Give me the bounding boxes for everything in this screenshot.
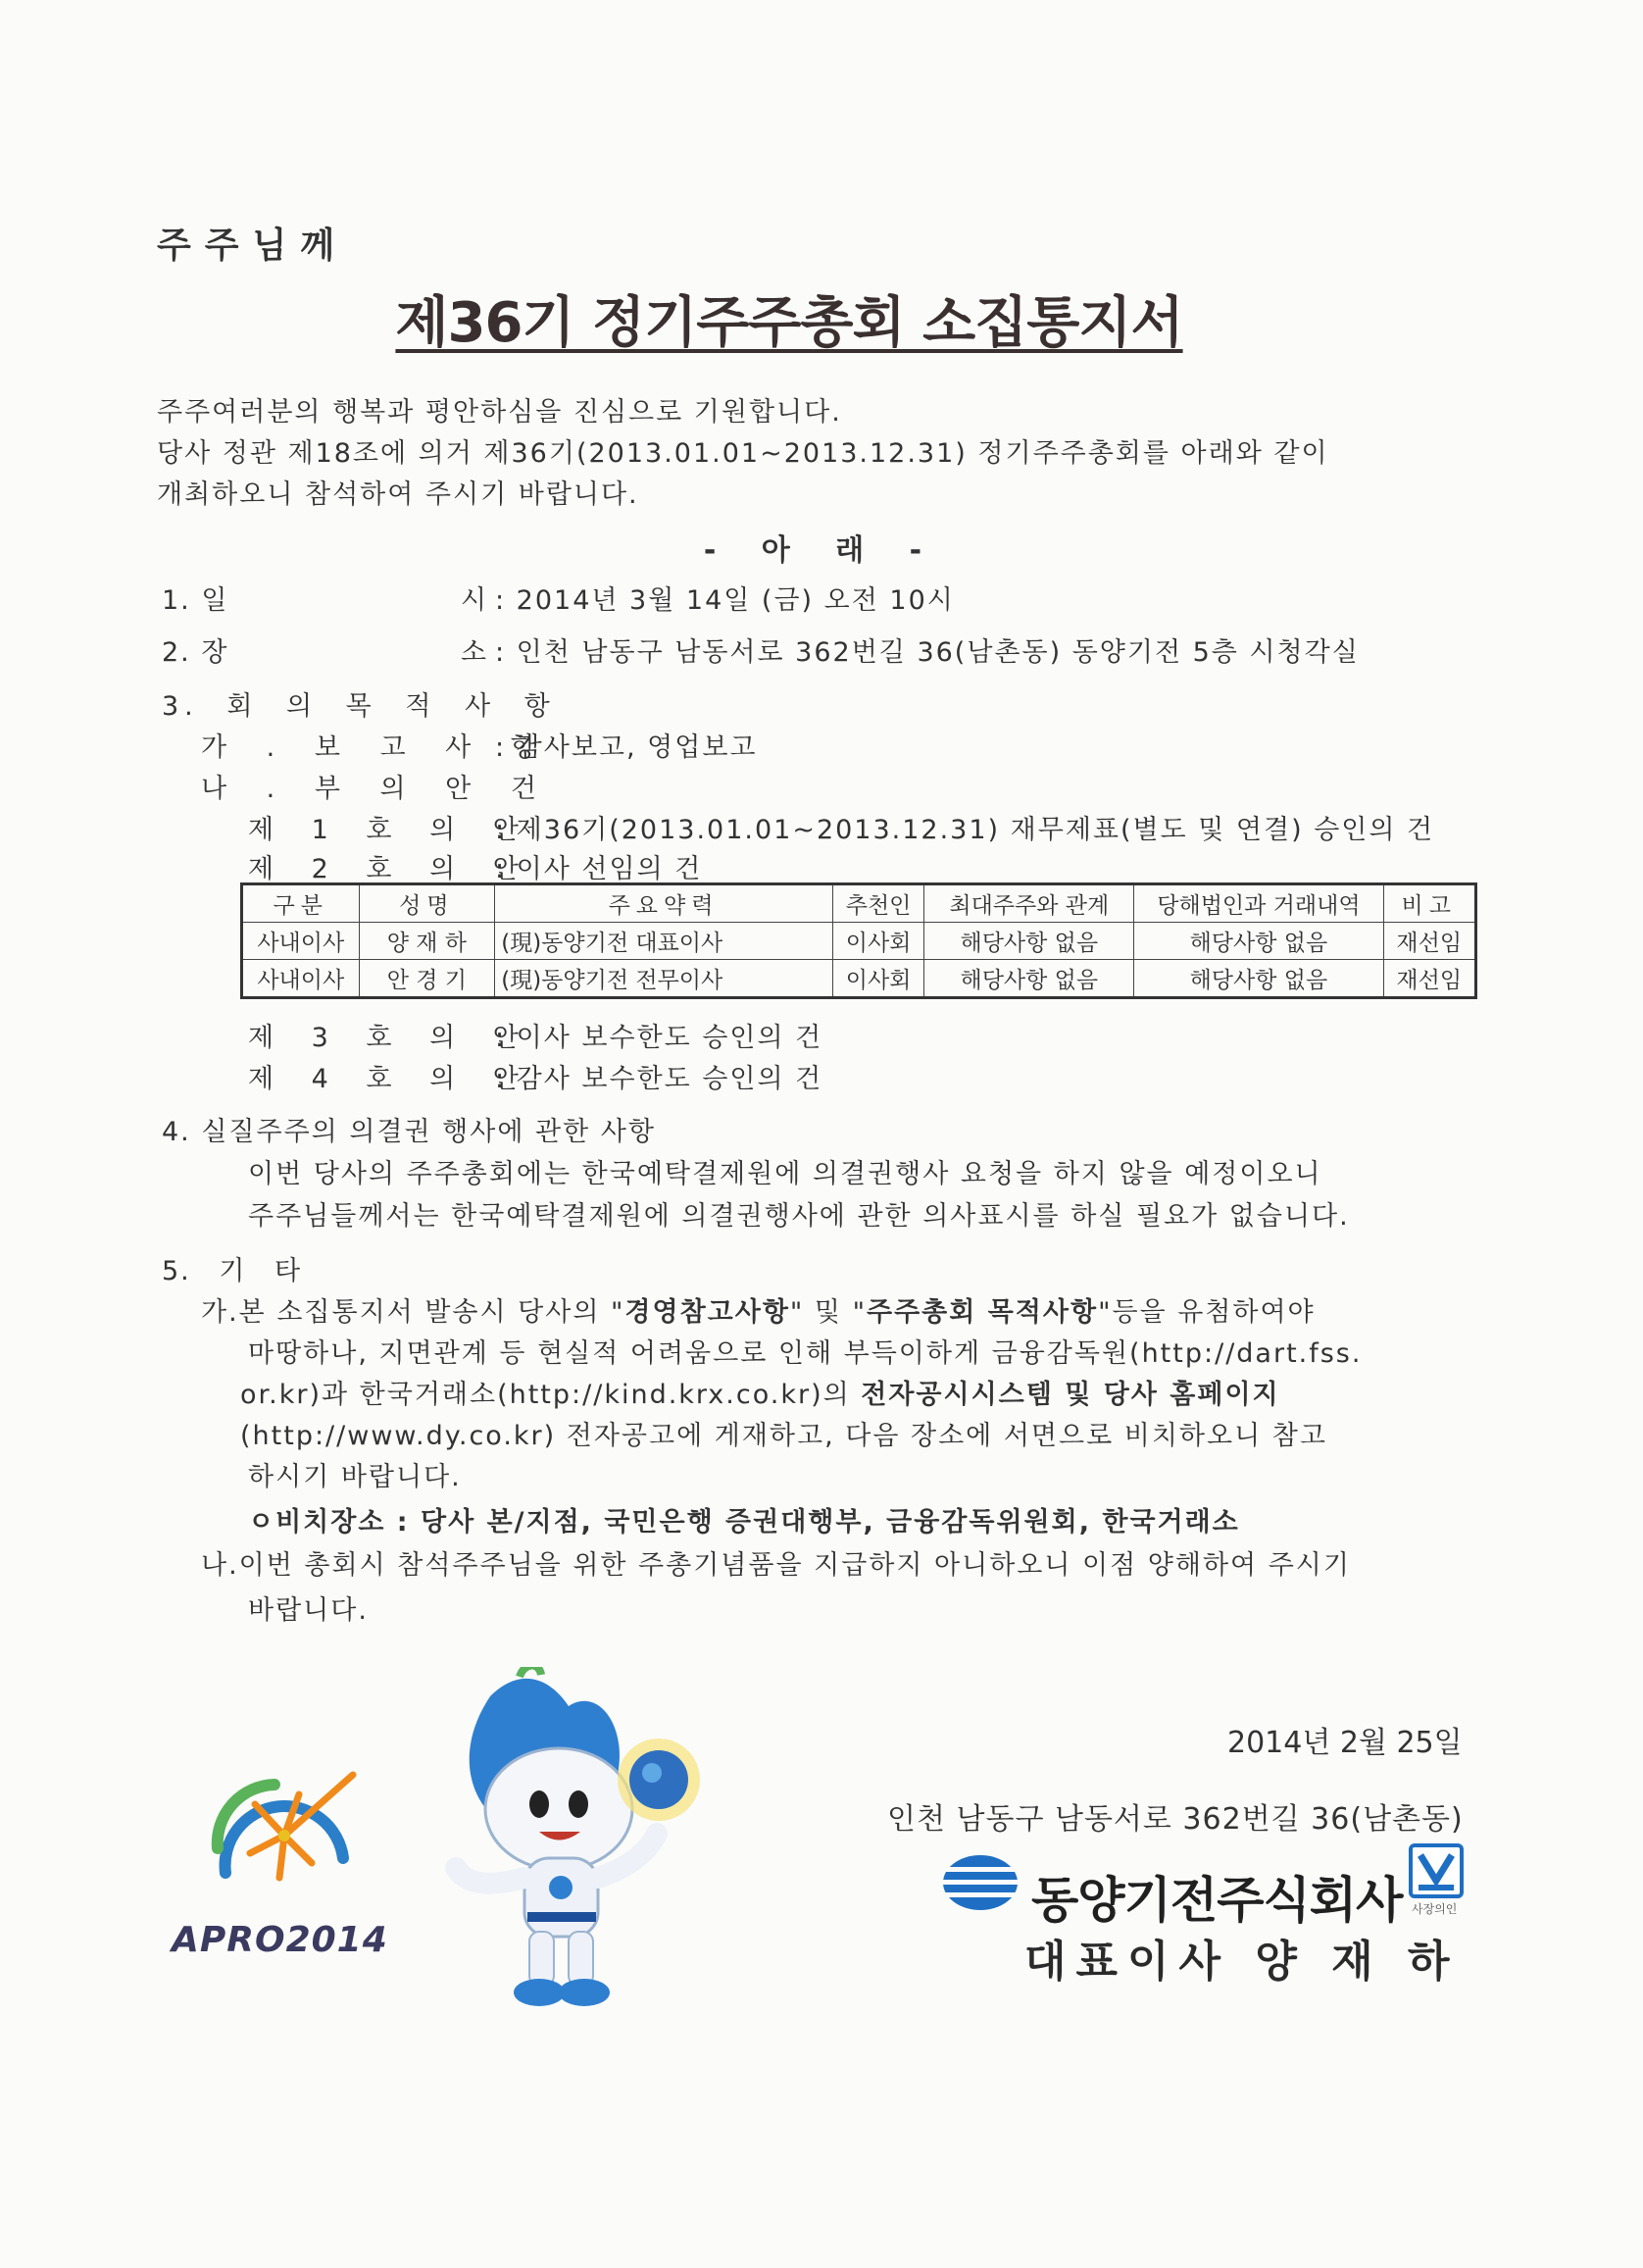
cell-recommender: 이사회 [832, 960, 923, 998]
col-header-type: 구분 [242, 884, 360, 923]
table-header-row [242, 884, 1476, 923]
col-header-recommender: 추천인 [832, 884, 923, 923]
agenda-4-label: 제 4 호 의 안 [248, 1064, 524, 1094]
item5-a-line-3-pre: or.kr)과 한국거래소(http://kind.krx.co.kr)의 [240, 1380, 862, 1410]
company-logo-icon [941, 1853, 1020, 1912]
cell-type: 사내이사 [242, 960, 360, 998]
cell-name: 양 재 하 [359, 923, 495, 960]
item3-a-label: 가 . 보 고 사 항 [201, 732, 542, 763]
cell-career: (現)동양기전 전무이사 [495, 960, 833, 998]
item4-line-2: 주주님들께서는 한국예탁결제원에 의결권행사에 관한 의사표시를 하실 필요가 없습니다. [248, 1201, 1350, 1232]
seal-text: 사장의인 [1412, 1902, 1458, 1916]
table-row [242, 923, 1476, 960]
item3-b-label: 나 . 부 의 안 건 [201, 774, 542, 804]
cell-relation: 해당사항 없음 [924, 923, 1134, 960]
issue-date: 2014년 2월 25일 [1227, 1726, 1463, 1760]
col-header-transactions: 당해법인과 거래내역 [1134, 884, 1383, 923]
item5-a-line-3 [240, 1373, 1280, 1411]
agenda-3-label: 제 3 호 의 안 [248, 1023, 524, 1053]
item2-label-end: 소 [461, 637, 489, 668]
agenda-2-value: : 이사 선임의 건 [495, 854, 703, 884]
cell-type: 사내이사 [242, 923, 360, 960]
item5-a-line-1-post: "등을 유첨하여야 [1098, 1297, 1316, 1328]
company-address: 인천 남동구 남동서로 362번길 36(남촌동) [887, 1802, 1464, 1837]
ceo-signature: 대표이사 양 재 하 [1024, 1937, 1460, 1987]
item1-label: 1. 일 [162, 585, 229, 616]
item5-a-line-1-mid: " 및 " [789, 1297, 867, 1328]
item5-a-line-1 [201, 1290, 1316, 1329]
section-heading: - 아 래 - [703, 533, 940, 568]
item3-heading: 3. 회 의 목 적 사 항 [162, 691, 556, 722]
document-title: 제36기 정기주주총회 소집통지서 [395, 291, 1183, 355]
col-header-career: 주요약력 [495, 884, 833, 923]
company-name: 동양기전주식회사 [1031, 1872, 1403, 1929]
bold-meeting-purpose: 주주총회 목적사항 [867, 1297, 1099, 1328]
agenda-3-value: : 이사 보수한도 승인의 건 [495, 1023, 823, 1053]
col-header-name: 성명 [359, 884, 495, 923]
intro-line-1: 주주여러분의 행복과 평안하심을 진심으로 기원합니다. [157, 397, 842, 428]
intro-line-2: 당사 정관 제18조에 의거 제36기(2013.01.01~2013.12.31) 정기주주총회를 아래와 같이 [157, 438, 1329, 469]
cell-career: (現)동양기전 대표이사 [495, 923, 833, 960]
item3-a-value: : 감사보고, 영업보고 [495, 732, 758, 763]
agenda-2-label: 제 2 호 의 안 [248, 854, 524, 884]
item1-value: : 2014년 3월 14일 (금) 오전 10시 [495, 585, 955, 616]
agenda-4-value: : 감사 보수한도 승인의 건 [495, 1064, 823, 1094]
item2-label: 2. 장 [162, 637, 229, 668]
item5-heading: 5. 기 타 [162, 1256, 303, 1286]
company-seal-icon [1409, 1843, 1464, 1898]
greeting: 주주님께 [157, 226, 349, 266]
cell-transactions: 해당사항 없음 [1134, 923, 1383, 960]
item5-a-line-1-pre: 가.본 소집통지서 발송시 당사의 " [201, 1297, 625, 1328]
cell-remarks: 재선임 [1383, 960, 1475, 998]
cell-remarks: 재선임 [1383, 923, 1475, 960]
agenda-1-value: : 제36기(2013.01.01~2013.12.31) 재무제표(별도 및 연결) 승인의 건 [495, 815, 1435, 845]
item1-label-end: 시 [461, 585, 489, 616]
item4-heading: 4. 실질주주의 의결권 행사에 관한 사항 [162, 1117, 656, 1147]
item5-a-line-5: 하시기 바랍니다. [248, 1462, 462, 1492]
cell-recommender: 이사회 [832, 923, 923, 960]
col-header-remarks: 비고 [1383, 884, 1475, 923]
item5-a-line-4: (http://www.dy.co.kr) 전자공고에 게재하고, 다음 장소에 서면으로 비치하오니 참고 [240, 1421, 1327, 1451]
item4-line-1: 이번 당사의 주주총회에는 한국예탁결제원에 의결권행사 요청을 하지 않을 예정이오니 [248, 1159, 1322, 1189]
item2-value: : 인천 남동구 남동서로 362번길 36(남촌동) 동양기전 5층 시청각실 [495, 637, 1360, 668]
apro-logo-text: APRO2014 [172, 1920, 388, 1960]
seal-mark-icon [1413, 1847, 1460, 1894]
item5-b-line-1: 나.이번 총회시 참석주주님을 위한 주총기념품을 지급하지 아니하오니 이점 양해하여 주시기 [201, 1550, 1351, 1581]
director-candidates-table [240, 882, 1477, 999]
table-row [242, 960, 1476, 998]
agenda-1-label: 제 1 호 의 안 [248, 815, 524, 845]
col-header-relation: 최대주주와 관계 [924, 884, 1134, 923]
apro-logo-icon [196, 1765, 363, 1912]
intro-line-3: 개최하오니 참석하여 주시기 바랍니다. [157, 479, 639, 510]
mascot-illustration-icon [431, 1667, 725, 2010]
item5-a-line-2: 마땅하나, 지면관계 등 현실적 어려움으로 인해 부득이하게 금융감독원(http://dart.fss. [248, 1338, 1363, 1369]
cell-transactions: 해당사항 없음 [1134, 960, 1383, 998]
bold-disclosure-system: 전자공시시스템 및 당사 홈페이지 [861, 1380, 1280, 1410]
cell-relation: 해당사항 없음 [924, 960, 1134, 998]
cell-name: 안 경 기 [359, 960, 495, 998]
item5-a-line-6: ㅇ비치장소 : 당사 본/지점, 국민은행 증권대행부, 금융감독위원회, 한국거래소 [248, 1507, 1240, 1537]
item5-b-line-2: 바랍니다. [248, 1595, 369, 1626]
bold-management-reference: 경영참고사항 [624, 1297, 790, 1328]
